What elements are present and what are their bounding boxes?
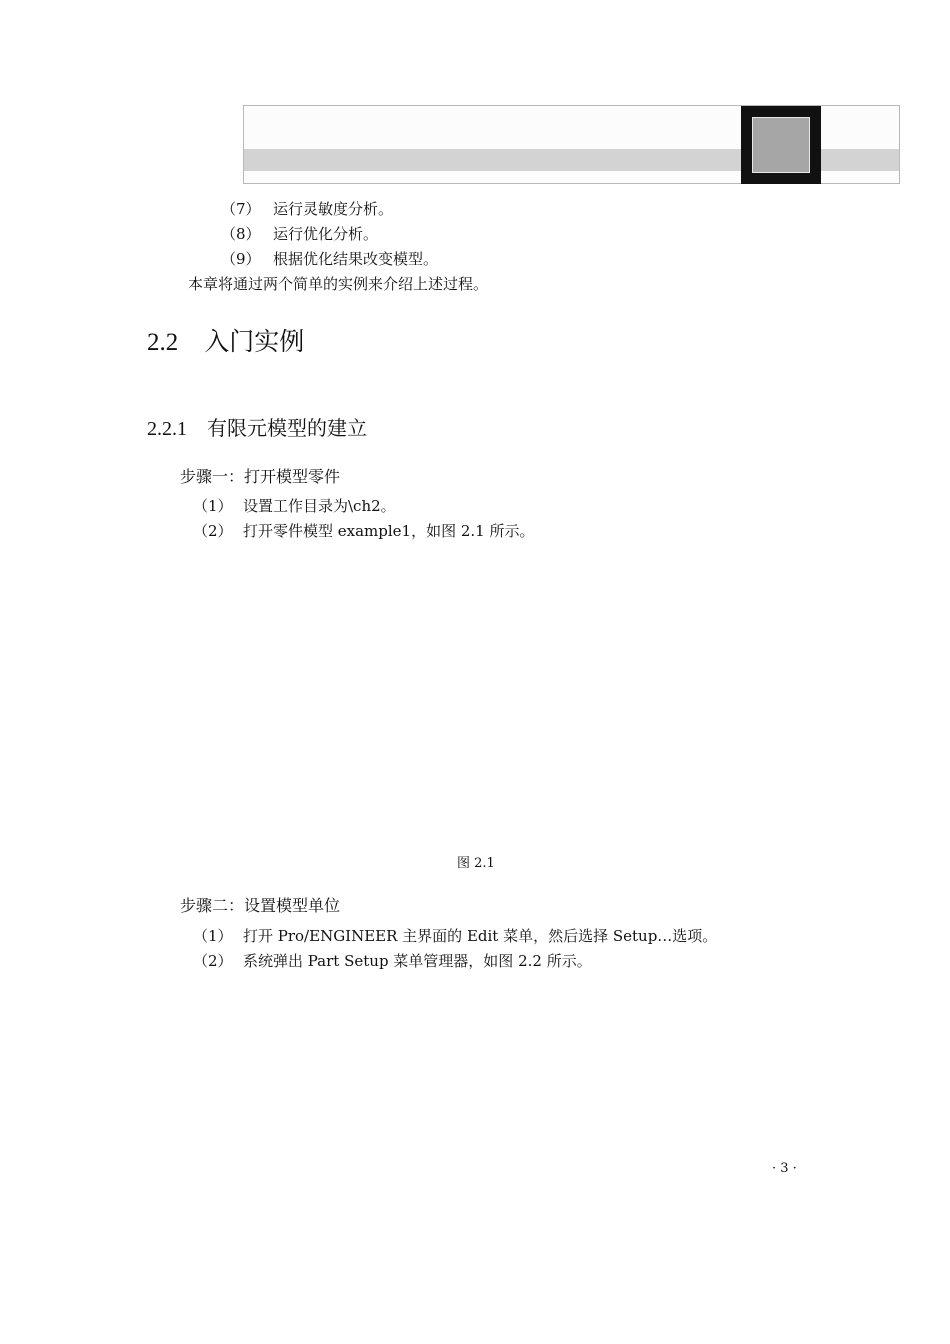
list-item-text: 系统弹出 Part Setup 菜单管理器，如图 2.2 所示。 (243, 952, 592, 970)
list-item-number: （8） (221, 225, 261, 243)
list-item (221, 249, 438, 269)
figure-caption: 图 2.1 (457, 856, 495, 871)
list-item-text: 根据优化结果改变模型。 (273, 250, 439, 268)
section-title: 入门实例 (204, 327, 305, 356)
list-item-number: （7） (221, 200, 261, 218)
step2-heading: 步骤二：设置模型单位 (180, 896, 341, 915)
intro-paragraph: 本章将通过两个简单的实例来介绍上述过程。 (188, 275, 489, 293)
list-item-text: 设置工作目录为\ch2。 (243, 497, 396, 515)
subsection-heading (147, 412, 367, 441)
list-item (221, 199, 393, 219)
subsection-number: 2.2.1 (147, 418, 187, 440)
list-item (193, 496, 396, 516)
list-item-text: 运行灵敏度分析。 (273, 200, 394, 218)
list-item-number: （1） (193, 497, 233, 515)
list-item (193, 521, 534, 541)
list-item-number: （2） (193, 522, 233, 540)
step1-heading: 步骤一：打开模型零件 (180, 467, 341, 486)
header-square-inner (752, 117, 810, 173)
page-number: · 3 · (772, 1161, 797, 1176)
header-square-mark (741, 106, 821, 184)
list-item-text: 打开 Pro/ENGINEER 主界面的 Edit 菜单，然后选择 Setup…选项。 (243, 927, 718, 945)
section-number: 2.2 (147, 329, 179, 356)
list-item-number: （1） (193, 927, 233, 945)
list-item (193, 926, 717, 946)
list-item-text: 打开零件模型 example1，如图 2.1 所示。 (243, 522, 535, 540)
list-item-text: 运行优化分析。 (273, 225, 379, 243)
list-item (221, 224, 378, 244)
section-heading (147, 322, 304, 358)
list-item (193, 951, 592, 971)
subsection-title: 有限元模型的建立 (207, 416, 367, 440)
header-decoration (243, 105, 900, 184)
list-item-number: （2） (193, 952, 233, 970)
list-item-number: （9） (221, 250, 261, 268)
